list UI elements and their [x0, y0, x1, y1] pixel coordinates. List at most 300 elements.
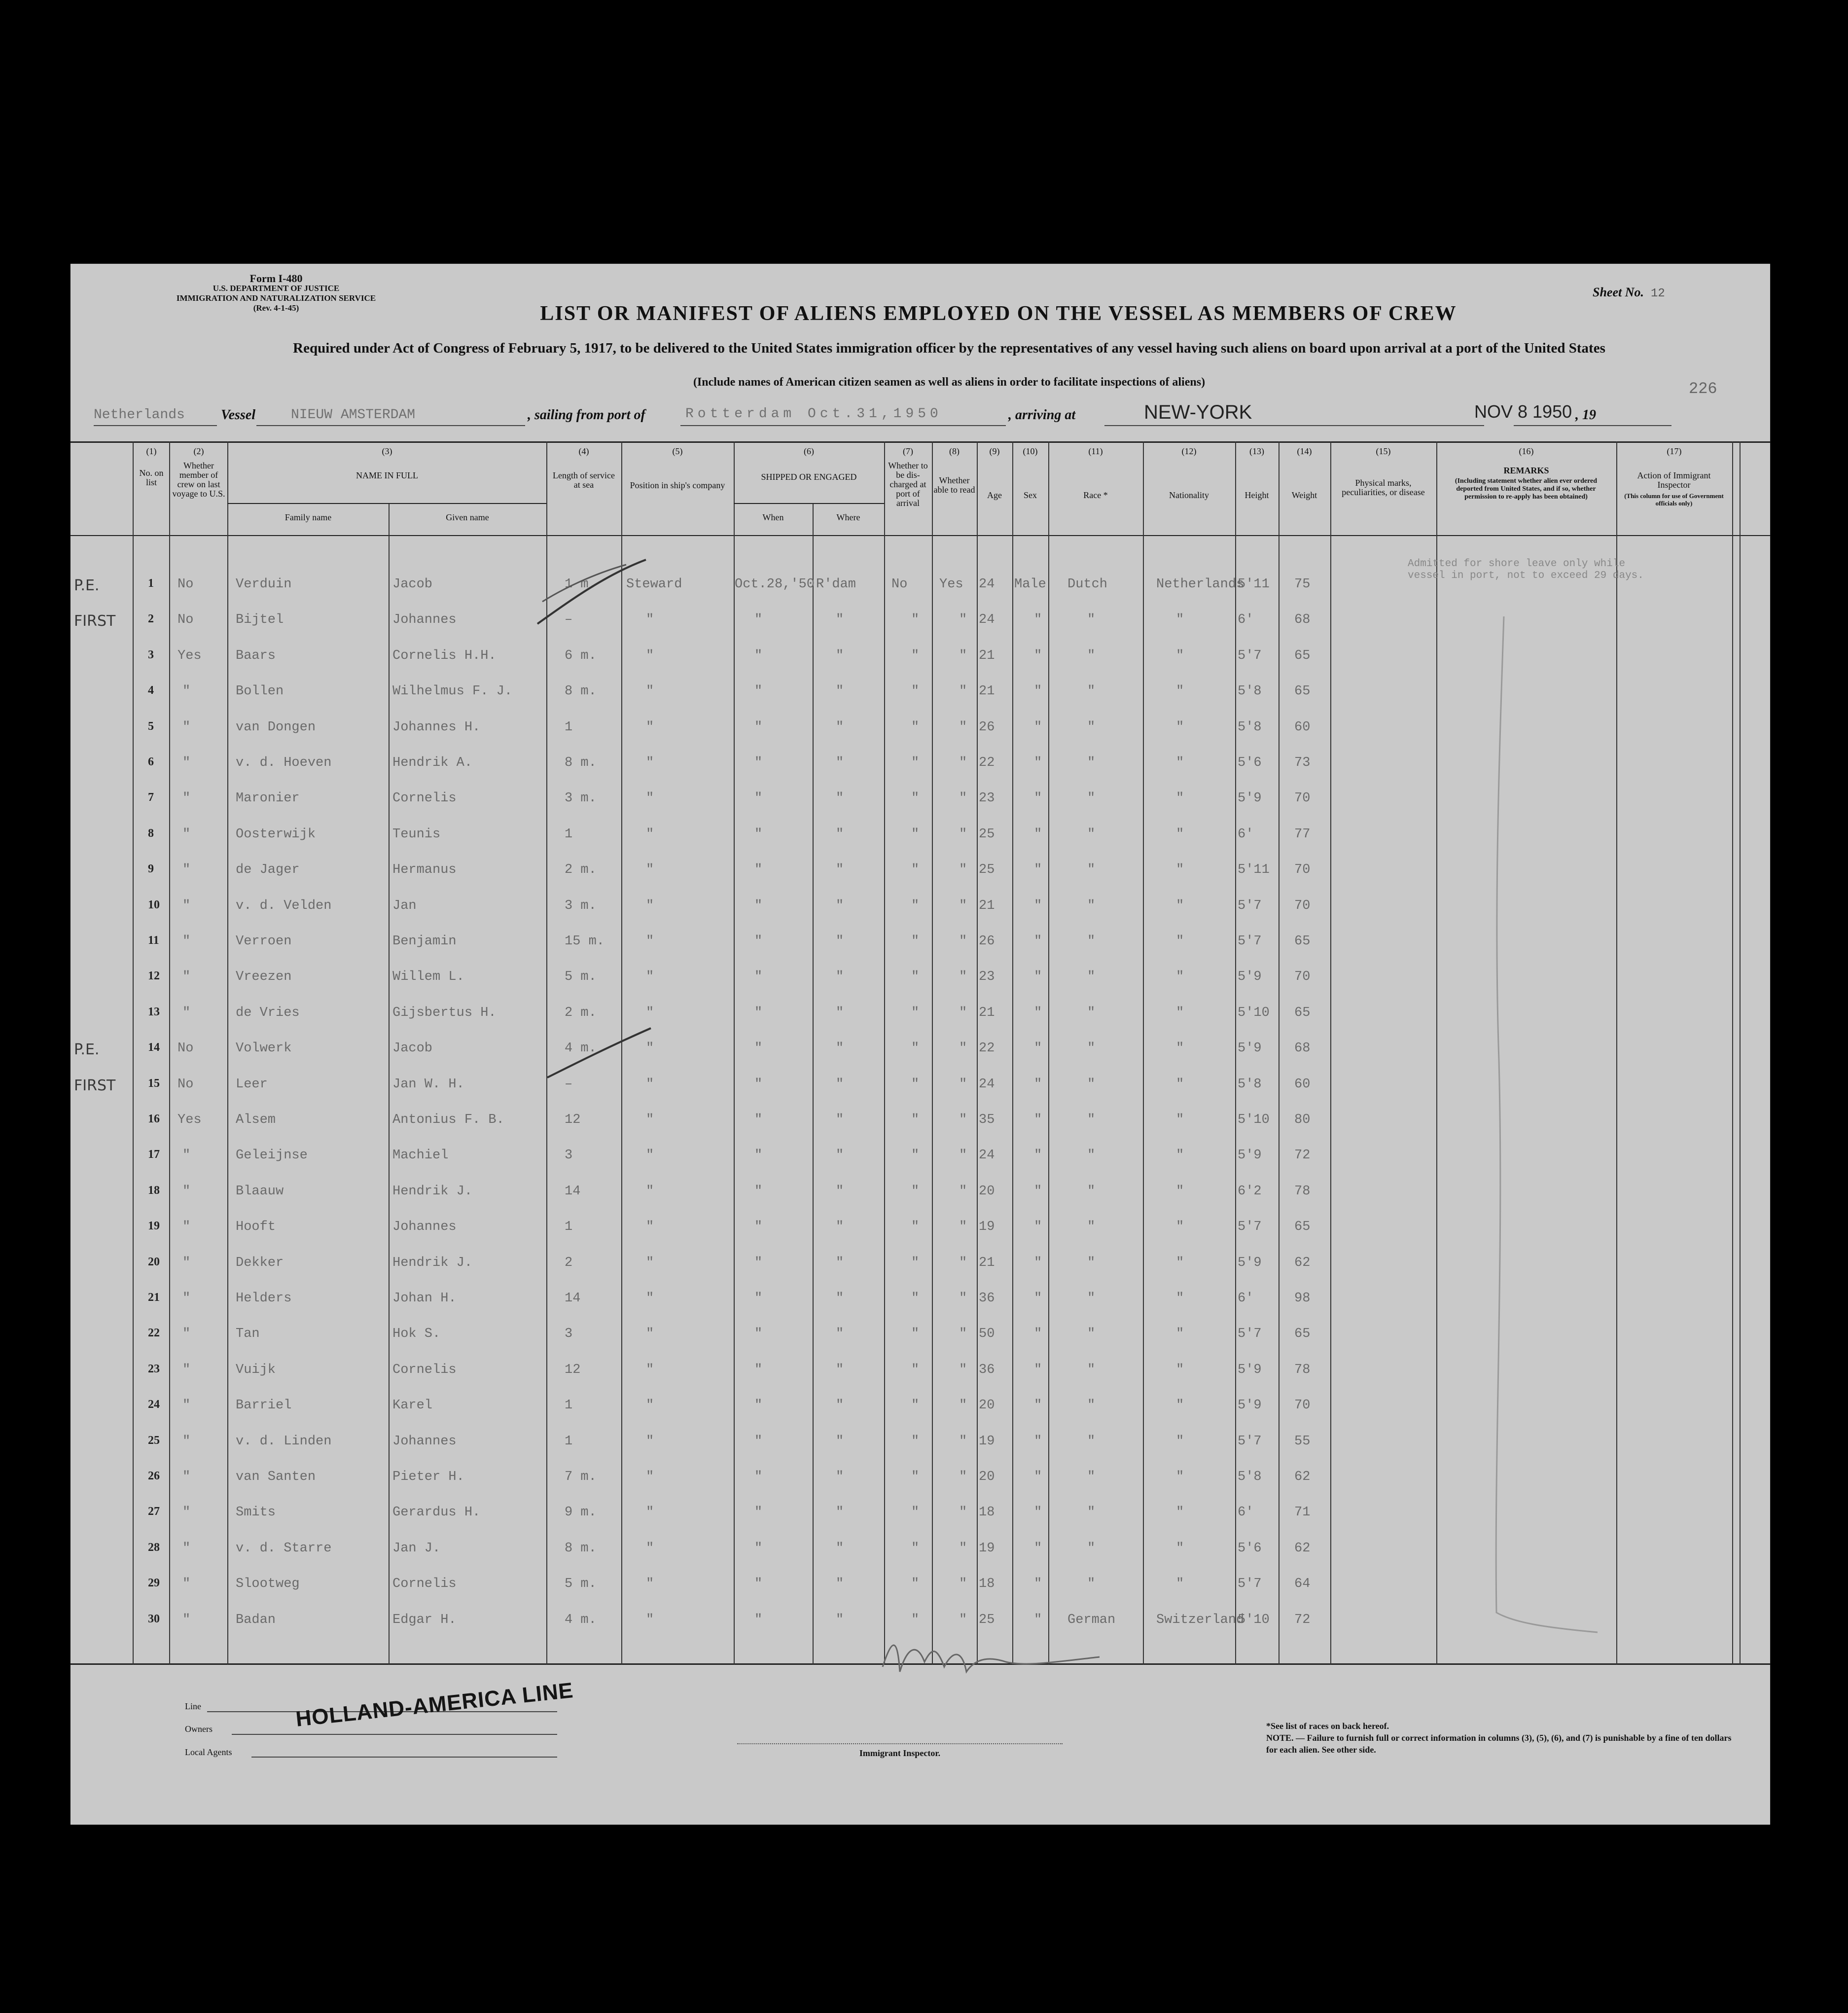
row-number: 18 [148, 1184, 160, 1197]
col-3a-label: Family name [284, 512, 332, 522]
row-shipped-when: " [754, 827, 763, 842]
row-discharged: " [911, 791, 920, 806]
row-nationality: " [1176, 1434, 1184, 1449]
row-age: 18 [979, 1577, 995, 1592]
row-given-name: Johannes [392, 1434, 457, 1449]
col-5-label: Position in ship's company [630, 480, 725, 490]
row-nationality: " [1176, 1470, 1184, 1484]
row-sex: Male [1014, 577, 1046, 592]
row-number: 9 [148, 863, 154, 876]
row-shipped-where: " [836, 1077, 844, 1092]
row-number: 21 [148, 1291, 160, 1304]
row-weight: 55 [1294, 1434, 1311, 1449]
row-service-length: 15 m. [565, 934, 605, 949]
row-discharged: " [911, 1362, 920, 1377]
row-given-name: Jan W. H. [392, 1077, 464, 1092]
row-race: " [1087, 970, 1096, 985]
row-shipped-where: " [836, 1148, 844, 1163]
row-race: " [1087, 1184, 1096, 1199]
row-number: 20 [148, 1255, 160, 1268]
row-weight: 75 [1294, 577, 1311, 592]
row-weight: 60 [1294, 1077, 1311, 1092]
row-able-to-read: " [959, 934, 967, 949]
row-previous-voyage: No [178, 1041, 194, 1056]
row-side-note: FIRST [74, 1077, 116, 1094]
row-age: 25 [979, 1612, 995, 1627]
row-height: 5'10 [1238, 1113, 1270, 1127]
row-age: 20 [979, 1470, 995, 1484]
row-given-name: Jan [392, 898, 417, 913]
vessel-flag: Netherlands [94, 407, 185, 423]
col-13-label: Height [1244, 490, 1269, 500]
row-given-name: Antonius F. B. [392, 1113, 504, 1127]
row-service-length: 4 m. [565, 1041, 597, 1056]
row-given-name: Cornelis H.H. [392, 648, 497, 663]
row-age: 24 [979, 1148, 995, 1163]
row-able-to-read: " [959, 1255, 967, 1270]
row-sex: " [1034, 1113, 1042, 1127]
row-nationality: " [1176, 1505, 1184, 1520]
footer-note [1266, 1720, 1740, 1756]
row-nationality: " [1176, 612, 1184, 628]
row-service-length: 3 m. [565, 791, 597, 806]
row-race: " [1087, 1291, 1096, 1306]
row-sex: " [1034, 1220, 1042, 1235]
row-weight: 78 [1294, 1362, 1311, 1377]
footer-agents-label: Local Agents [185, 1747, 232, 1757]
row-nationality: " [1176, 898, 1184, 913]
row-previous-voyage: " [182, 1612, 191, 1627]
row-service-length: 1 [565, 1220, 573, 1235]
row-race: " [1087, 684, 1096, 699]
row-race: " [1087, 1434, 1096, 1449]
row-sex: " [1034, 1005, 1042, 1020]
row-nationality: " [1176, 719, 1184, 735]
row-service-length: 5 m. [565, 1577, 597, 1592]
row-shipped-when: " [754, 1113, 763, 1127]
row-service-length: 8 m. [565, 755, 597, 770]
sheet-label: Sheet No. [1593, 285, 1644, 299]
row-family-name: v. d. Velden [236, 898, 332, 913]
sheet-value: 12 [1651, 287, 1665, 300]
row-shipped-when: " [754, 898, 763, 913]
row-discharged: " [911, 648, 920, 663]
row-number: 28 [148, 1541, 160, 1554]
row-number: 5 [148, 719, 154, 733]
row-weight: 78 [1294, 1184, 1311, 1199]
row-shipped-when: " [754, 791, 763, 806]
row-nationality: " [1176, 1398, 1184, 1413]
row-height: 5'6 [1238, 755, 1262, 770]
row-nationality: " [1176, 684, 1184, 699]
row-shipped-when: " [754, 1577, 763, 1592]
row-position: " [646, 1398, 654, 1413]
row-age: 21 [979, 898, 995, 913]
row-nationality: " [1176, 755, 1184, 770]
row-shipped-when: " [754, 1612, 763, 1627]
row-number: 25 [148, 1434, 160, 1447]
col-6-label: SHIPPED OR ENGAGED [761, 472, 857, 482]
col-16-label: REMARKS [1503, 466, 1549, 475]
row-family-name: de Jager [236, 863, 300, 878]
row-position: " [646, 719, 654, 735]
row-race: " [1087, 1005, 1096, 1020]
col-12-label: Nationality [1169, 490, 1209, 500]
row-given-name: Jacob [392, 577, 433, 592]
row-able-to-read: " [959, 1577, 967, 1592]
stamp-number: 226 [1689, 380, 1717, 398]
row-race: Dutch [1067, 577, 1108, 592]
row-discharged: " [911, 1327, 920, 1342]
row-previous-voyage: " [182, 1291, 191, 1306]
row-nationality: " [1176, 1113, 1184, 1127]
row-service-length: 1 [565, 827, 573, 842]
row-sex: " [1034, 1362, 1042, 1377]
row-given-name: Machiel [392, 1148, 449, 1163]
row-shipped-where: " [836, 719, 844, 735]
row-height: 5'11 [1238, 577, 1270, 592]
row-shipped-when: " [754, 1148, 763, 1163]
row-given-name: Gijsbertus H. [392, 1005, 497, 1020]
row-position: " [646, 863, 654, 878]
row-able-to-read: " [959, 1005, 967, 1020]
row-family-name: Baars [236, 648, 276, 663]
row-side-note: P.E. [74, 1041, 100, 1059]
row-previous-voyage: " [182, 1577, 191, 1592]
row-family-name: Tan [236, 1327, 260, 1342]
row-height: 5'9 [1238, 1148, 1262, 1163]
row-position: " [646, 1612, 654, 1627]
row-age: 21 [979, 648, 995, 663]
row-height: 5'8 [1238, 1470, 1262, 1484]
row-previous-voyage: " [182, 1148, 191, 1163]
row-sex: " [1034, 898, 1042, 913]
row-able-to-read: " [959, 1434, 967, 1449]
row-race: " [1087, 1505, 1096, 1520]
remarks-text: Admitted for shore leave only while vessel in port, not to exceed 29 days. [1408, 558, 1644, 581]
row-sex: " [1034, 791, 1042, 806]
col-1-num: (1) [146, 446, 157, 456]
row-family-name: Slootweg [236, 1577, 300, 1592]
col-13-num: (13) [1249, 446, 1264, 456]
row-sex: " [1034, 755, 1042, 770]
row-family-name: Vreezen [236, 970, 292, 985]
row-shipped-when: " [754, 1005, 763, 1020]
row-position: " [646, 1470, 654, 1484]
row-family-name: v. d. Linden [236, 1434, 332, 1449]
row-age: 35 [979, 1113, 995, 1127]
row-service-length: – [565, 1077, 573, 1092]
row-race: " [1087, 1077, 1096, 1092]
row-shipped-when: Oct.28,'50 [735, 577, 815, 592]
col-15-label: Physical marks, peculiarities, or disease [1342, 478, 1425, 497]
row-shipped-when: " [754, 1434, 763, 1449]
row-sex: " [1034, 1291, 1042, 1306]
row-weight: 65 [1294, 1220, 1311, 1235]
row-family-name: Hooft [236, 1220, 276, 1235]
row-able-to-read: " [959, 612, 967, 628]
form-revision: (Rev. 4-1-45) [253, 303, 299, 313]
row-previous-voyage: " [182, 1184, 191, 1199]
row-race: " [1087, 827, 1096, 842]
row-age: 36 [979, 1291, 995, 1306]
row-nationality: Netherlands [1156, 577, 1244, 592]
row-height: 5'10 [1238, 1612, 1270, 1627]
row-age: 19 [979, 1541, 995, 1556]
row-family-name: Badan [236, 1612, 276, 1627]
row-position: " [646, 934, 654, 949]
row-height: 6' [1238, 827, 1254, 842]
row-discharged: " [911, 1470, 920, 1484]
row-shipped-when: " [754, 934, 763, 949]
vessel-line [94, 403, 1671, 433]
row-race: " [1087, 1041, 1096, 1056]
row-able-to-read: " [959, 719, 967, 735]
row-given-name: Wilhelmus F. J. [392, 684, 513, 699]
arrival-port: NEW-YORK [1144, 401, 1252, 423]
pencil-bracket-icon [1484, 616, 1607, 1652]
row-number: 29 [148, 1577, 160, 1590]
row-position: " [646, 1113, 654, 1127]
row-sex: " [1034, 1541, 1042, 1556]
row-able-to-read: " [959, 1291, 967, 1306]
row-able-to-read: " [959, 1541, 967, 1556]
row-given-name: Edgar H. [392, 1612, 457, 1627]
row-shipped-when: " [754, 1398, 763, 1413]
row-shipped-where: " [836, 684, 844, 699]
row-weight: 72 [1294, 1612, 1311, 1627]
row-able-to-read: " [959, 1220, 967, 1235]
row-nationality: " [1176, 1541, 1184, 1556]
row-given-name: Hendrik A. [392, 755, 473, 770]
row-shipped-when: " [754, 1470, 763, 1484]
row-shipped-when: " [754, 863, 763, 878]
row-able-to-read: " [959, 1148, 967, 1163]
row-able-to-read: " [959, 1470, 967, 1484]
row-age: 25 [979, 827, 995, 842]
row-age: 23 [979, 970, 995, 985]
row-number: 10 [148, 898, 160, 911]
row-sex: " [1034, 1041, 1042, 1056]
form-department: U.S. DEPARTMENT OF JUSTICE [213, 284, 340, 293]
row-nationality: " [1176, 1577, 1184, 1592]
row-race: " [1087, 1398, 1096, 1413]
row-position: " [646, 970, 654, 985]
row-height: 5'8 [1238, 684, 1262, 699]
row-position: " [646, 1577, 654, 1592]
col-4-num: (4) [578, 446, 589, 456]
row-able-to-read: " [959, 970, 967, 985]
row-sex: " [1034, 934, 1042, 949]
row-discharged: " [911, 1148, 920, 1163]
row-race: " [1087, 1220, 1096, 1235]
row-age: 22 [979, 755, 995, 770]
col-3b-label: Given name [446, 512, 489, 522]
row-able-to-read: " [959, 791, 967, 806]
footer-note-fine: NOTE. — Failure to furnish full or correct information in columns (3), (5), (6), and (7) is punishable by a fine of ten dollars for each alien. See other side. [1266, 1733, 1732, 1755]
row-height: 5'10 [1238, 1005, 1270, 1020]
row-previous-voyage: " [182, 1005, 191, 1020]
row-given-name: Pieter H. [392, 1470, 464, 1484]
row-previous-voyage: " [182, 684, 191, 699]
row-given-name: Johannes [392, 612, 457, 628]
row-able-to-read: " [959, 1041, 967, 1056]
row-side-note: FIRST [74, 612, 116, 630]
row-able-to-read: " [959, 1398, 967, 1413]
row-shipped-when: " [754, 719, 763, 735]
row-position: " [646, 898, 654, 913]
footer-line-label: Line [185, 1701, 201, 1711]
row-sex: " [1034, 1077, 1042, 1092]
row-nationality: " [1176, 1220, 1184, 1235]
row-shipped-where: " [836, 1255, 844, 1270]
row-position: " [646, 648, 654, 663]
col-9-label: Age [987, 490, 1002, 500]
row-previous-voyage: " [182, 1398, 191, 1413]
row-age: 26 [979, 934, 995, 949]
row-position: " [646, 1041, 654, 1056]
row-number: 2 [148, 612, 154, 626]
row-family-name: v. d. Starre [236, 1541, 332, 1556]
row-sex: " [1034, 1184, 1042, 1199]
row-nationality: " [1176, 863, 1184, 878]
row-height: 5'9 [1238, 1362, 1262, 1377]
row-discharged: " [911, 1184, 920, 1199]
row-family-name: Smits [236, 1505, 276, 1520]
row-able-to-read: " [959, 648, 967, 663]
row-shipped-where: " [836, 648, 844, 663]
row-age: 22 [979, 1041, 995, 1056]
row-age: 26 [979, 719, 995, 735]
col-8-num: (8) [949, 446, 960, 456]
row-shipped-when: " [754, 1362, 763, 1377]
row-service-length: 2 [565, 1255, 573, 1270]
row-age: 23 [979, 791, 995, 806]
row-previous-voyage: Yes [178, 1113, 202, 1127]
row-race: " [1087, 612, 1096, 628]
row-weight: 98 [1294, 1291, 1311, 1306]
row-height: 5'7 [1238, 648, 1262, 663]
row-discharged: " [911, 898, 920, 913]
col-6-num: (6) [804, 446, 814, 456]
row-service-length: 3 [565, 1148, 573, 1163]
row-nationality: " [1176, 1005, 1184, 1020]
row-able-to-read: " [959, 827, 967, 842]
row-able-to-read: " [959, 755, 967, 770]
row-given-name: Willem L. [392, 970, 464, 985]
col-6b-label: Where [836, 512, 860, 522]
row-number: 13 [148, 1005, 160, 1018]
pencil-check-mark-icon [533, 555, 651, 629]
col-1-label: No. on list [139, 468, 164, 487]
row-previous-voyage: " [182, 719, 191, 735]
row-number: 15 [148, 1077, 160, 1090]
row-service-length: 9 m. [565, 1505, 597, 1520]
row-sex: " [1034, 612, 1042, 628]
row-given-name: Johannes [392, 1220, 457, 1235]
row-number: 6 [148, 755, 154, 768]
row-shipped-where: " [836, 1041, 844, 1056]
row-age: 19 [979, 1434, 995, 1449]
row-race: " [1087, 1255, 1096, 1270]
row-height: 5'9 [1238, 1041, 1262, 1056]
row-number: 8 [148, 827, 154, 840]
row-sex: " [1034, 1505, 1042, 1520]
row-nationality: " [1176, 1291, 1184, 1306]
row-discharged: " [911, 827, 920, 842]
row-height: 5'9 [1238, 791, 1262, 806]
row-height: 6' [1238, 1291, 1254, 1306]
row-position: " [646, 684, 654, 699]
row-previous-voyage: No [178, 1077, 194, 1092]
row-shipped-where: " [836, 1362, 844, 1377]
row-height: 6'2 [1238, 1184, 1262, 1199]
row-age: 18 [979, 1505, 995, 1520]
row-able-to-read: " [959, 1362, 967, 1377]
row-height: 5'9 [1238, 1398, 1262, 1413]
col-17-num: (17) [1667, 446, 1682, 456]
row-sex: " [1034, 1434, 1042, 1449]
row-previous-voyage: No [178, 612, 194, 628]
row-discharged: " [911, 1220, 920, 1235]
row-weight: 77 [1294, 827, 1311, 842]
row-sex: " [1034, 1255, 1042, 1270]
row-given-name: Teunis [392, 827, 441, 842]
row-shipped-when: " [754, 1041, 763, 1056]
sheet-number [1593, 285, 1665, 300]
row-nationality: " [1176, 1148, 1184, 1163]
row-discharged: " [911, 1291, 920, 1306]
row-race: " [1087, 1327, 1096, 1342]
col-7-label: Whether to be dis-charged at port of arrival [888, 461, 928, 508]
row-discharged: " [911, 1041, 920, 1056]
row-age: 21 [979, 1005, 995, 1020]
row-discharged: " [911, 934, 920, 949]
row-number: 4 [148, 684, 154, 697]
row-previous-voyage: " [182, 1505, 191, 1520]
row-service-length: 8 m. [565, 1541, 597, 1556]
col-10-num: (10) [1023, 446, 1038, 456]
row-able-to-read: " [959, 1505, 967, 1520]
row-previous-voyage: " [182, 791, 191, 806]
row-nationality: " [1176, 1255, 1184, 1270]
row-service-length: 8 m. [565, 684, 597, 699]
row-height: 5'7 [1238, 1327, 1262, 1342]
row-position: " [646, 791, 654, 806]
row-position: " [646, 827, 654, 842]
row-shipped-when: " [754, 970, 763, 985]
row-shipped-where: " [836, 1470, 844, 1484]
row-shipped-where: " [836, 934, 844, 949]
row-race: " [1087, 648, 1096, 663]
row-previous-voyage: " [182, 1434, 191, 1449]
col-17-note: (This column for use of Government officials only) [1624, 492, 1724, 507]
row-discharged: " [911, 1077, 920, 1092]
row-age: 20 [979, 1184, 995, 1199]
row-position: " [646, 755, 654, 770]
row-given-name: Cornelis [392, 1362, 457, 1377]
row-position: " [646, 1077, 654, 1092]
row-shipped-where: " [836, 612, 844, 628]
page-subtitle: Required under Act of Congress of February 5, 1917, to be delivered to the United States immigration officer by the representatives of any vessel having such aliens on board upon arrival at a port of the United States [293, 340, 1605, 356]
row-shipped-where: " [836, 791, 844, 806]
row-previous-voyage: Yes [178, 648, 202, 663]
row-able-to-read: " [959, 863, 967, 878]
col-3-num: (3) [382, 446, 392, 456]
row-weight: 65 [1294, 648, 1311, 663]
row-given-name: Karel [392, 1398, 433, 1413]
row-number: 14 [148, 1041, 160, 1054]
